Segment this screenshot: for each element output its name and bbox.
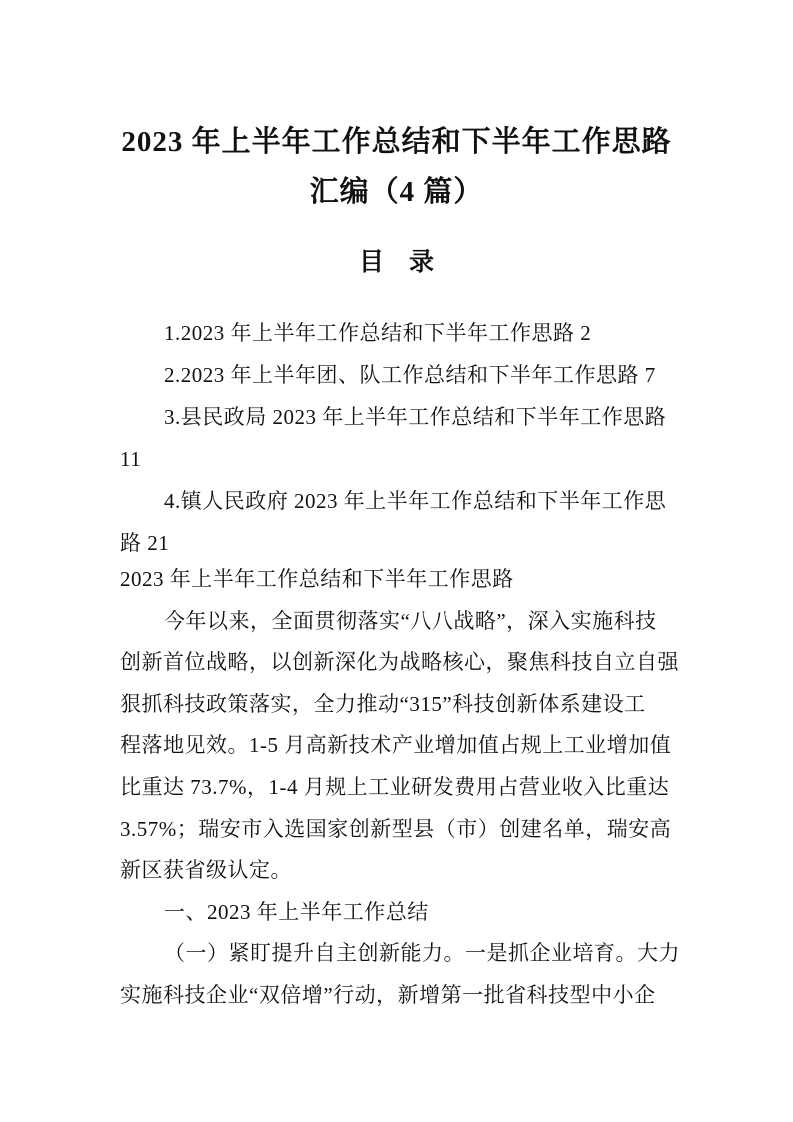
body-line: 3.57%；瑞安市入选国家创新型县（市）创建名单，瑞安高 bbox=[120, 816, 672, 841]
table-of-contents bbox=[120, 312, 676, 564]
body-line: 比重达 73.7%，1-4 月规上工业研发费用占营业收入比重达 bbox=[120, 774, 670, 799]
body-line: 狠抓科技政策落实，全力推动“315”科技创新体系建设工 bbox=[120, 691, 646, 716]
body-line: 程落地见效。1-5 月高新技术产业增加值占规上工业增加值 bbox=[120, 733, 672, 758]
toc-entry-1: 1.2023 年上半年工作总结和下半年工作思路 2 bbox=[164, 321, 592, 345]
toc-entry-3: 3.县民政局 2023 年上半年工作总结和下半年工作思路 bbox=[164, 405, 667, 429]
body-line: 创新首位战略，以创新深化为战略核心，聚焦科技自立自强 bbox=[120, 650, 679, 675]
toc-entry-4: 4.镇人民政府 2023 年上半年工作总结和下半年工作思 bbox=[164, 489, 667, 513]
toc-heading: 目 录 bbox=[358, 249, 434, 276]
section-title: 2023 年上半年工作总结和下半年工作思路 bbox=[120, 567, 514, 591]
document-body bbox=[120, 559, 680, 1017]
body-line: 新区获省级认定。 bbox=[120, 858, 292, 883]
toc-entry-2: 2.2023 年上半年团、队工作总结和下半年工作思路 7 bbox=[164, 363, 656, 387]
document-title bbox=[0, 117, 793, 217]
title-line-2: 汇编（4 篇） bbox=[309, 176, 484, 208]
section-heading: 一、2023 年上半年工作总结 bbox=[164, 899, 429, 924]
body-line: 实施科技企业“双倍增”行动，新增第一批省科技型中小企 bbox=[120, 982, 656, 1007]
body-line: 今年以来，全面贯彻落实“八八战略”，深入实施科技 bbox=[164, 608, 657, 633]
toc-entry-3-page-number: 11 bbox=[120, 447, 142, 471]
body-line: （一）紧盯提升自主创新能力。一是抓企业培育。大力 bbox=[164, 941, 680, 966]
title-line-1: 2023 年上半年工作总结和下半年工作思路 bbox=[121, 126, 672, 158]
toc-entry-4-page-number: 路 21 bbox=[120, 531, 170, 555]
